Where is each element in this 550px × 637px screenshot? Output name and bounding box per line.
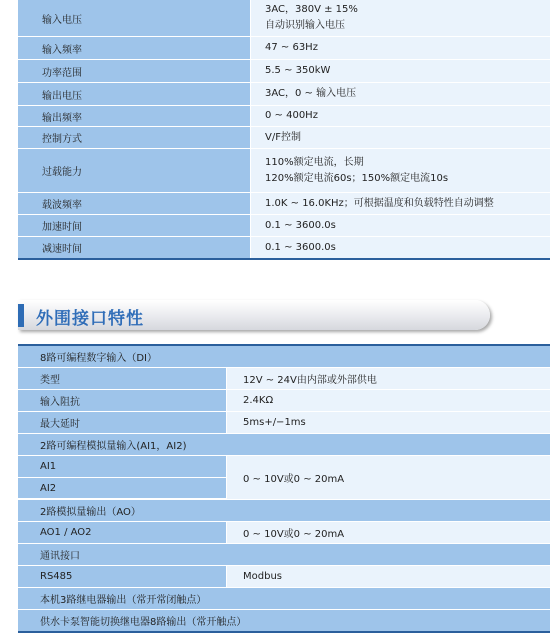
- row-value: Modbus: [226, 566, 550, 587]
- spec-row: [18, 236, 550, 258]
- spec-value-line: 3AC，380V ± 15%: [265, 4, 358, 15]
- section-title: 外围接口特性: [36, 309, 144, 329]
- spec-value: [250, 106, 550, 126]
- spec-value-line: 3AC，0 ~ 输入电压: [265, 88, 357, 99]
- ai-header: 2路可编程模拟量输入(AI1，AI2): [18, 434, 550, 455]
- table-row: [18, 455, 550, 499]
- peripheral-table: [18, 344, 550, 633]
- spec-value-line: 0.1 ~ 3600.0s: [265, 219, 336, 231]
- row-label: AI1: [18, 456, 226, 477]
- spec-row: [18, 192, 550, 214]
- spec-value-line: 1.0K ~ 16.0KHz；可根据温度和负载特性自动调整: [265, 197, 494, 209]
- group-header-row: [18, 433, 550, 455]
- spec-label: 输入电压: [18, 0, 250, 36]
- spec-value: [250, 193, 550, 214]
- spec-label: 减速时间: [18, 237, 250, 258]
- spec-label: 输入频率: [18, 37, 250, 59]
- spec-label: 加速时间: [18, 215, 250, 236]
- row-value: 2.4KΩ: [226, 390, 550, 411]
- spec-row: [18, 0, 550, 36]
- spec-label: 功率范围: [18, 60, 250, 82]
- row-value: 5ms+/−1ms: [226, 412, 550, 433]
- row-value: 12V ~ 24V由内部或外部供电: [226, 368, 550, 389]
- spec-value: [250, 237, 550, 258]
- section-accent-bar: [18, 304, 24, 327]
- table-row: [18, 389, 550, 411]
- ao-header: 2路模拟量输出（AO）: [18, 500, 550, 521]
- spec-value-line: 110%额定电流，长期: [265, 156, 364, 168]
- row-label: RS485: [18, 566, 226, 587]
- spec-value: [250, 149, 550, 192]
- spec-value-line: 120%额定电流60s；150%额定电流10s: [265, 172, 449, 184]
- table-row: [18, 521, 550, 543]
- spec-value: [250, 127, 550, 148]
- spec-value: [250, 0, 550, 36]
- group-header-row: [18, 543, 550, 565]
- table-row: [18, 565, 550, 587]
- group-header-row: [18, 587, 550, 609]
- spec-label: 控制方式: [18, 127, 250, 148]
- spec-value-line: V/F控制: [265, 131, 301, 143]
- spec-value-line: 自动识别输入电压: [265, 20, 345, 31]
- spec-row: [18, 105, 550, 126]
- spec-label: 输出电压: [18, 83, 250, 105]
- spec-label: 过载能力: [18, 149, 250, 192]
- comm-header: 通讯接口: [18, 544, 550, 565]
- table-row: [18, 367, 550, 389]
- row-label: 输入阻抗: [18, 390, 226, 411]
- spec-row: [18, 82, 550, 105]
- di-header: 8路可编程数字输入（DI）: [18, 346, 550, 367]
- spec-value-line: 5.5 ~ 350kW: [265, 65, 331, 76]
- spec-value: [250, 37, 550, 59]
- spec-row: [18, 126, 550, 148]
- section-header: [18, 300, 490, 330]
- spec-value-line: 47 ~ 63Hz: [265, 42, 318, 53]
- ai-label-column: [18, 456, 226, 499]
- spec-row: [18, 214, 550, 236]
- row-value: 0 ~ 10V或0 ~ 20mA: [226, 456, 550, 499]
- spec-table: [18, 0, 550, 260]
- pump-relay-row: 供水卡泵智能切换继电器8路输出（常开触点）: [18, 610, 550, 631]
- row-label: AI2: [18, 477, 226, 498]
- spec-label: 输出频率: [18, 106, 250, 126]
- spec-label: 载波频率: [18, 193, 250, 214]
- group-header-row: [18, 609, 550, 631]
- row-value: 0 ~ 10V或0 ~ 20mA: [226, 522, 550, 543]
- row-label: 最大延时: [18, 412, 226, 433]
- spec-row: [18, 36, 550, 59]
- spec-row: [18, 59, 550, 82]
- group-header-row: [18, 499, 550, 521]
- spec-value-line: 0 ~ 400Hz: [265, 110, 318, 121]
- spec-value-line: 0.1 ~ 3600.0s: [265, 241, 336, 253]
- row-label: AO1 / AO2: [18, 522, 226, 543]
- spec-value: [250, 60, 550, 82]
- group-header-row: [18, 346, 550, 367]
- table-row: [18, 411, 550, 433]
- relay-output-row: 本机3路继电器输出（常开常闭触点）: [18, 588, 550, 609]
- row-label: 类型: [18, 368, 226, 389]
- spec-value: [250, 215, 550, 236]
- spec-value: [250, 83, 550, 105]
- spec-row: [18, 148, 550, 192]
